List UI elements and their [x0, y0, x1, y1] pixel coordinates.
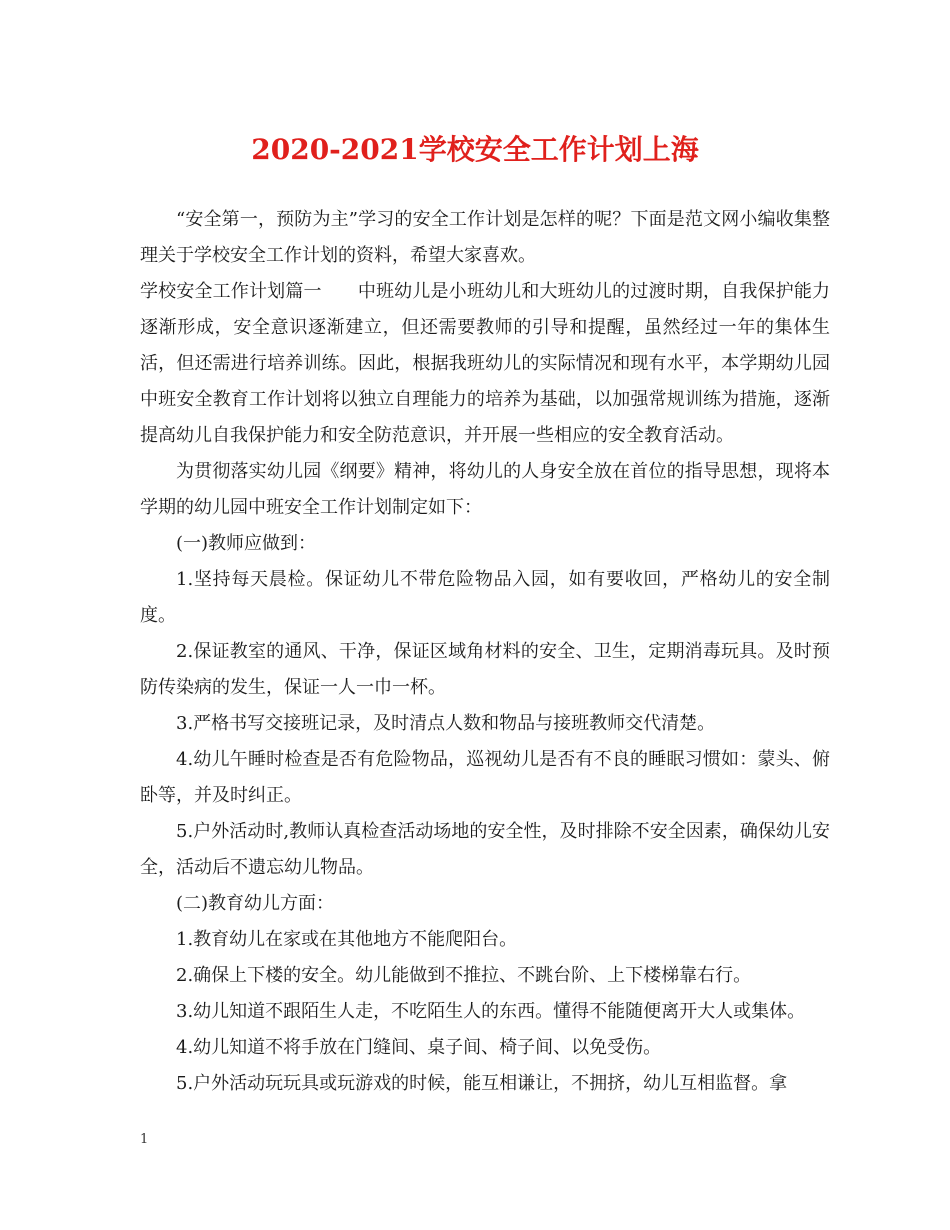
child-item-5: 5.户外活动玩玩具或玩游戏的时候，能互相谦让，不拥挤，幼儿互相监督。拿: [176, 1073, 788, 1094]
child-item-3: 3.幼儿知道不跟陌生人走，不吃陌生人的东西。懂得不能随便离开大人或集体。: [176, 1001, 806, 1022]
page-number: 1: [140, 1132, 149, 1147]
guidance-paragraph: 为贯彻落实幼儿园《纲要》精神，将幼儿的人身安全放在首位的指导思想，现将本学期的幼儿园中班安全工作计划制定如下：: [140, 461, 830, 518]
section-text: 中班幼儿是小班幼儿和大班幼儿的过渡时期，自我保护能力逐渐形成，安全意识逐渐建立，但还需要教师的引导和提醒，虽然经过一年的集体生活，但还需进行培养训练。因此，根据我班幼儿的实际情况和现有水平，本学期幼儿园中班安全教育工作计划将以独立自理能力的培养为基础，以加强常规训练为措施，逐渐提高幼儿自我保护能力和安全防范意识，并开展一些相应的安全教育活动。: [140, 281, 831, 446]
section-heading: 学校安全工作计划篇一: [140, 281, 322, 302]
section-paragraph: [140, 274, 830, 454]
teacher-item-2: 2.保证教室的通风、干净，保证区域角材料的安全、卫生，定期消毒玩具。及时预防传染病的发生，保证一人一巾一杯。: [140, 641, 830, 698]
teacher-item-4: 4.幼儿午睡时检查是否有危险物品，巡视幼儿是否有不良的睡眠习惯如：蒙头、俯卧等，并及时纠正。: [140, 749, 830, 806]
teacher-heading: (一)教师应做到：: [176, 533, 317, 554]
intro-paragraph: “安全第一，预防为主”学习的安全工作计划是怎样的呢？下面是范文网小编收集整理关于学校安全工作计划的资料，希望大家喜欢。: [140, 209, 830, 266]
child-item-1: 1.教育幼儿在家或在其他地方不能爬阳台。: [176, 929, 518, 950]
document-title: 2020-2021学校安全工作计划上海: [251, 133, 699, 166]
child-item-2: 2.确保上下楼的安全。幼儿能做到不推拉、不跳台阶、上下楼梯靠右行。: [176, 965, 752, 986]
teacher-item-5: 5.户外活动时,教师认真检查活动场地的安全性，及时排除不安全因素，确保幼儿安全，活动后不遗忘幼儿物品。: [140, 821, 830, 878]
child-heading: (二)教育幼儿方面：: [176, 893, 335, 914]
teacher-item-1: 1.坚持每天晨检。保证幼儿不带危险物品入园，如有要收回，严格幼儿的安全制度。: [140, 569, 830, 626]
teacher-item-3: 3.严格书写交接班记录，及时清点人数和物品与接班教师交代清楚。: [176, 713, 716, 734]
child-item-4: 4.幼儿知道不将手放在门缝间、桌子间、椅子间、以免受伤。: [176, 1037, 662, 1058]
document-body: [140, 202, 830, 1102]
